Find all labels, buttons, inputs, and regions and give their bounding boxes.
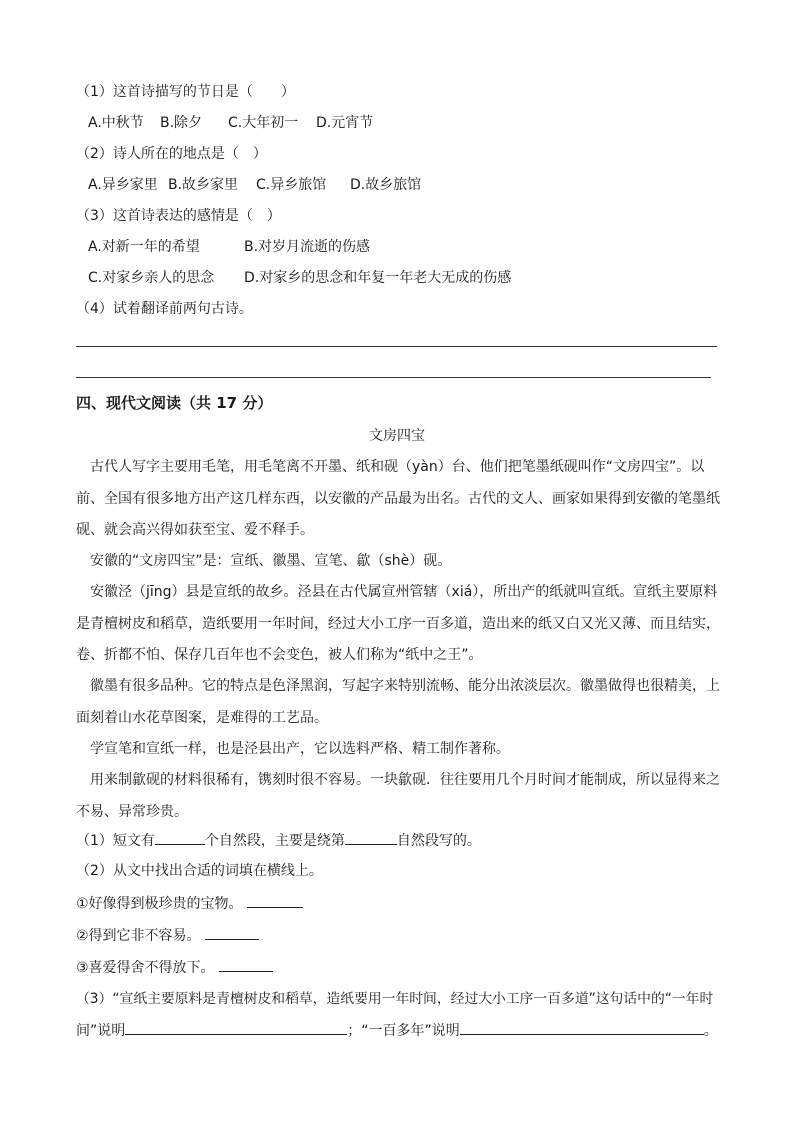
- rq3-text-a: 间”说明: [76, 1023, 126, 1039]
- passage-title: 文房四宝: [369, 428, 425, 444]
- passage-paragraph: 徽墨有很多品种。它的特点是色泽黑润，写起字来特别流畅、能分出浓淡层次。徽墨做得也很精美，上面刻着山水花草图案，是难得的工艺品。: [76, 678, 720, 726]
- answer-blank[interactable]: [205, 925, 259, 940]
- question-4: （4）试着翻译前两句古诗。: [76, 301, 253, 317]
- answer-blank[interactable]: [247, 893, 303, 908]
- option-c: C.对家乡亲人的思念: [88, 270, 215, 286]
- answer-blank[interactable]: [125, 1020, 347, 1035]
- question-1-options: [88, 113, 373, 133]
- rq1-text-c: 自然段写的。: [396, 833, 481, 849]
- answer-blank[interactable]: [155, 830, 205, 845]
- question-3-options-row2: [88, 268, 511, 288]
- option-b: B.故乡家里: [168, 177, 239, 193]
- question-1: （1）这首诗描写的节日是（ ）: [76, 84, 295, 100]
- reading-question-2-item: [76, 925, 259, 946]
- item-text: ②得到它非不容易。: [76, 928, 201, 944]
- option-a: A.中秋节: [88, 115, 144, 131]
- option-d: D.故乡旅馆: [350, 177, 422, 193]
- option-b: B.对岁月流逝的伤感: [244, 239, 371, 255]
- option-a: A.异乡家里: [88, 177, 158, 193]
- option-c: C.异乡旅馆: [256, 177, 327, 193]
- rq1-text-b: 个自然段，主要是绕第: [204, 833, 345, 849]
- answer-line[interactable]: [76, 377, 711, 378]
- option-c: C.大年初一: [228, 115, 299, 131]
- passage-paragraph: 安徽的“文房四宝”是：宣纸、徽墨、宣笔、歙（shè）砚。: [90, 553, 452, 569]
- passage-paragraph: 用来制歙砚的材料很稀有，镌刻时很不容易。一块歙砚．往往要用几个月时间才能制成，所以显得来之不易、异常珍贵。: [76, 772, 720, 820]
- reading-question-1: [76, 830, 481, 851]
- rq1-text-a: （1）短文有: [76, 833, 155, 849]
- question-3: （3）这首诗表达的感情是（ ）: [76, 208, 281, 224]
- passage-paragraph: 安徽泾（jīng）县是宣纸的故乡。泾县在古代属宣州管辖（xiá），所出产的纸就叫宣纸。宣纸主要原料是青檀树皮和稻草，造纸要用一年时间，经过大小工序一百多道，造出来的纸又白又光又薄、而且结实，卷、折都不怕、保存几百年也不会变色，被人们称为“纸中之王”。: [76, 584, 720, 663]
- reading-question-2-item: [76, 893, 303, 914]
- answer-blank[interactable]: [219, 957, 273, 972]
- answer-line[interactable]: [76, 346, 717, 347]
- item-text: ③喜爱得舍不得放下。: [76, 960, 215, 976]
- answer-blank[interactable]: [345, 830, 397, 845]
- rq3-text-b: ；“一百多年”说明: [347, 1023, 460, 1039]
- reading-question-3-line2: [76, 1020, 718, 1041]
- option-a: A.对新一年的希望: [88, 239, 200, 255]
- reading-question-2-item: [76, 957, 273, 978]
- item-text: ①好像得到极珍贵的宝物。: [76, 896, 243, 912]
- reading-question-3: （3）“宣纸主要原料是青檀树皮和稻草，造纸要用一年时间，经过大小工序一百多道”这句话中的“一年时: [76, 991, 714, 1007]
- option-d: D.对家乡的思念和年复一年老大无成的伤感: [244, 270, 512, 286]
- reading-question-2: （2）从文中找出合适的词填在横线上。: [76, 863, 323, 879]
- question-3-options-row1: [88, 237, 370, 257]
- answer-blank[interactable]: [460, 1020, 704, 1035]
- option-d: D.元宵节: [316, 115, 374, 131]
- question-2-options: [88, 175, 421, 195]
- passage-paragraph: 古代人写字主要用毛笔，用毛笔离不开墨、纸和砚（yàn）台、他们把笔墨纸砚叫作“文房四宝”。以前、全国有很多地方出产这几样东西，以安徽的产品最为出名。古代的文人、画家如果得到安徽的笔墨纸砚、就会高兴得如获至宝、爱不释手。: [76, 459, 720, 538]
- question-2: （2）诗人所在的地点是（ ）: [76, 146, 267, 162]
- rq3-text-c: 。: [703, 1023, 718, 1039]
- option-b: B.除夕: [160, 115, 203, 131]
- passage-paragraph: 学宣笔和宣纸一样，也是泾县出产，它以选料严格、精工制作著称。: [90, 741, 510, 757]
- section-heading: 四、现代文阅读（共 17 分）: [76, 394, 273, 412]
